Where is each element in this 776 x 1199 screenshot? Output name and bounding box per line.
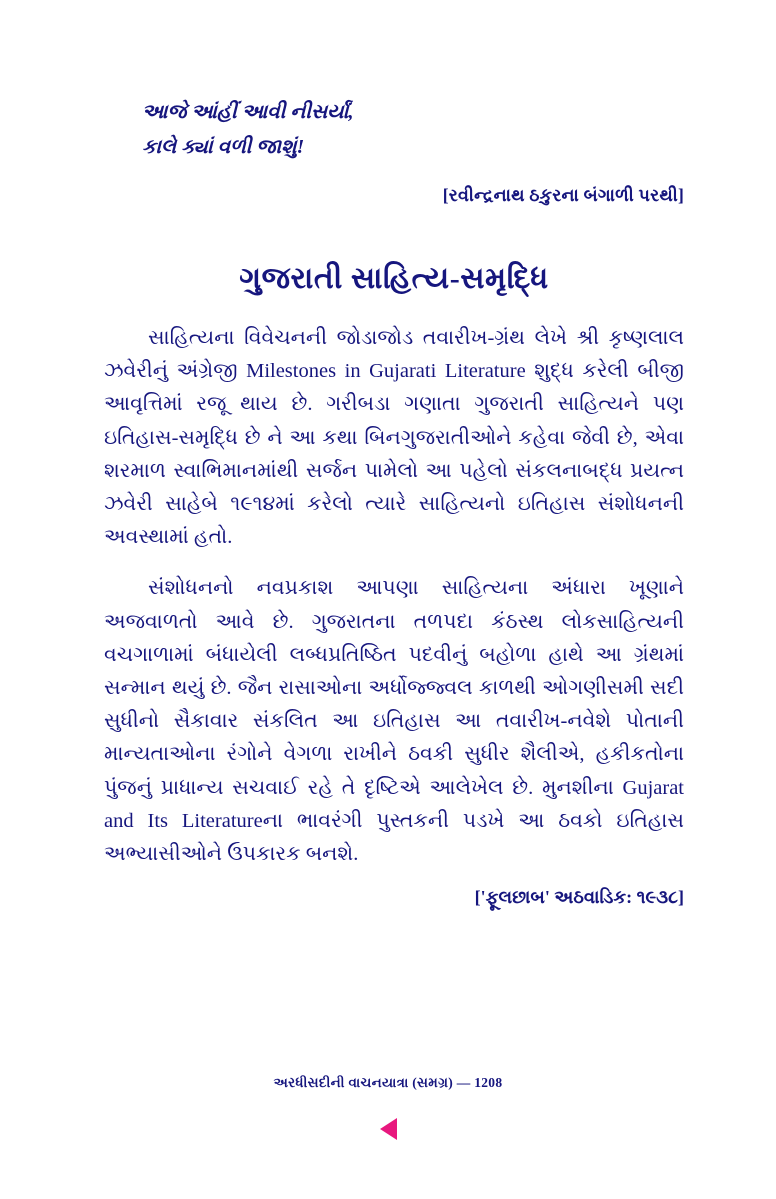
epigraph-line-2: કાલે ક્યાં વળી જાશું!	[142, 136, 305, 158]
epigraph-attribution: [રવીન્દ્રનાથ ઠકુરના બંગાળી પરથી]	[442, 185, 684, 205]
source-citation: ['ફૂલછાબ' અઠવાડિક: ૧૯૩૮]	[474, 887, 684, 908]
page-footer: અરધીસદીની વાચનયાત્રા (સમગ્ર) — 1208	[273, 1075, 503, 1090]
page-title: ગુજરાતી સાહિત્ય-સમૃદ્ધિ	[239, 262, 549, 295]
epigraph-block	[142, 95, 684, 165]
triangle-left-icon[interactable]	[380, 1118, 397, 1140]
epigraph-line-1: આજે આંહીં આવી નીસર્યાં,	[142, 101, 354, 123]
navigation-marker[interactable]	[0, 1118, 776, 1140]
page-content	[104, 95, 684, 908]
body-paragraph-2: સંશોધનનો નવપ્રકાશ આપણા સાહિત્યના અંધારા ખૂણાને અજવાળતો આવે છે. ગુજરાતના તળપદા કંઠસ્થ લોકસાહિત્યની વચગાળામાં બંધાયેલી લબ્ધપ્રતિષ્ઠિત પદવીનું બહોળા હાથે આ ગ્રંથમાં સન્માન થયું છે. જૈન રાસાઓના અર્ધોજ્જ્વલ કાળથી ઓગણીસમી સદી સુધીનો સૈકાવાર સંકલિત આ ઇતિહાસ આ તવારીખ-નવેશે પોતાની માન્યતાઓના રંગોને વેગળા રાખીને ઠવકી સુધીર શૈલીએ, હકીકતોના પુંજનું પ્રાધાન્ય સચવાઈ રહે તે દૃષ્ટિએ આલેખેલ છે. મુનશીના Gujarat and Its Literatureના ભાવરંગી પુસ્તકની પડખે આ ઠવકો ઇતિહાસ અભ્યાસીઓને ઉપકારક બનશે.	[104, 577, 684, 866]
body-paragraph-1: સાહિત્યના વિવેચનની જોડાજોડ તવારીખ-ગ્રંથ લેખે શ્રી કૃષ્ણલાલ ઝવેરીનું અંગ્રેજી Milestones in Gujarati Literature શુદ્ધ કરેલી બીજી આવૃત્તિમાં રજૂ થાય છે. ગરીબડા ગણાતા ગુજરાતી સાહિત્યને પણ ઇતિહાસ-સમૃદ્ધિ છે ને આ કથા બિનગુજરાતીઓને કહેવા જેવી છે, એવા શરમાળ સ્વાભિમાનમાંથી સર્જન પામેલો આ પહેલો સંકલનાબદ્ધ પ્રયત્ન ઝવેરી સાહેબે ૧૯૧૪માં કરેલો ત્યારે સાહિત્યનો ઇતિહાસ સંશોધનની અવસ્થામાં હતો.	[104, 327, 684, 549]
